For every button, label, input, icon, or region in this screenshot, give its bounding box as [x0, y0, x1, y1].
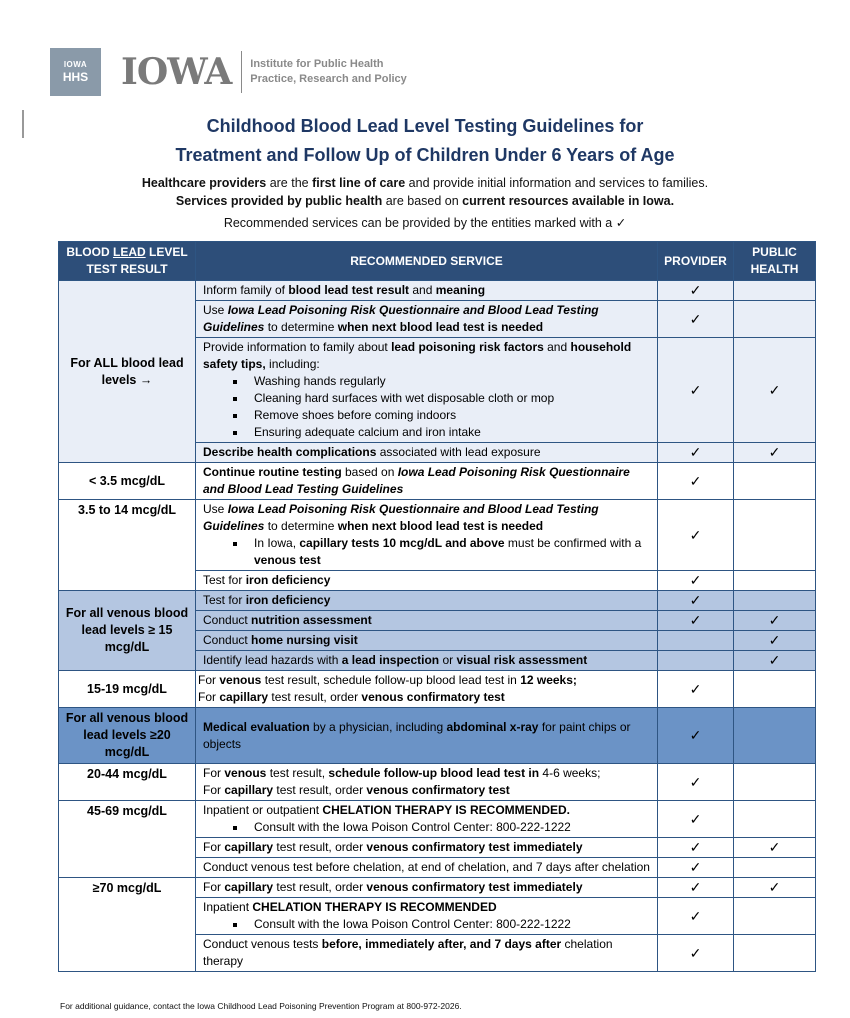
- service-cell: Inform family of blood lead test result and meaning: [196, 281, 658, 301]
- public-health-empty: [734, 801, 816, 838]
- header-recommended-service: RECOMMENDED SERVICE: [196, 242, 658, 281]
- header-public-health: PUBLIC HEALTH: [734, 242, 816, 281]
- provider-check: ✓: [658, 443, 734, 463]
- table-row: [59, 708, 816, 764]
- bullet-list: [243, 535, 650, 569]
- provider-check: ✓: [658, 898, 734, 935]
- level-cell: 3.5 to 14 mcg/dL: [59, 500, 196, 591]
- bullet-item: In Iowa, capillary tests 10 mcg/dL and above must be confirmed with a venous test: [243, 535, 650, 569]
- service-cell: Medical evaluation by a physician, including abdominal x-ray for paint chips or objects: [196, 708, 658, 764]
- service-cell: Inpatient CHELATION THERAPY IS RECOMMENDED Consult with the Iowa Poison Control Center: 800-222-1222: [196, 898, 658, 935]
- level-cell: ≥70 mcg/dL: [59, 878, 196, 972]
- provider-check: ✓: [658, 764, 734, 801]
- public-health-check: ✓: [734, 651, 816, 671]
- service-cell: Provide information to family about lead poisoning risk factors and household safety tips, including: Washing hands regularly Cleaning hard surfaces with wet disposable cloth or mop Remove shoes before coming indoors Ensuring adequate calcium and iron intake: [196, 338, 658, 443]
- provider-empty: [658, 631, 734, 651]
- bullet-item: Remove shoes before coming indoors: [243, 407, 650, 424]
- provider-check: ✓: [658, 858, 734, 878]
- provider-check: ✓: [658, 463, 734, 500]
- provider-check: ✓: [658, 500, 734, 571]
- service-cell: For venous test result, schedule follow-up blood lead test in 4-6 weeks; For capillary test result, order venous confirmatory test: [196, 764, 658, 801]
- level-cell: 15-19 mcg/dL: [59, 671, 196, 708]
- hhs-logo-line1: IOWA: [63, 60, 88, 69]
- service-cell: Use Iowa Lead Poisoning Risk Questionnaire and Blood Lead Testing Guidelines to determine when next blood lead test is needed: [196, 301, 658, 338]
- bullet-item: Consult with the Iowa Poison Control Center: 800-222-1222: [243, 916, 650, 933]
- public-health-check: ✓: [734, 838, 816, 858]
- page-title-line1: Childhood Blood Lead Level Testing Guidelines for: [206, 116, 644, 136]
- guidelines-table: [58, 241, 816, 972]
- provider-check: ✓: [658, 708, 734, 764]
- provider-check: ✓: [658, 801, 734, 838]
- institute-line2: Practice, Research and Policy: [250, 73, 407, 85]
- public-health-check: ✓: [734, 631, 816, 651]
- hhs-logo-line2: HHS: [62, 70, 89, 84]
- service-cell: Use Iowa Lead Poisoning Risk Questionnaire and Blood Lead Testing Guidelines to determine when next blood lead test is needed In Iowa, capillary tests 10 mcg/dL and above must be confirmed with a venous test: [196, 500, 658, 571]
- intro-text: and provide initial information and services to families.: [405, 176, 709, 190]
- public-health-empty: [734, 591, 816, 611]
- bullet-list: [243, 916, 650, 933]
- footer-note: For additional guidance, contact the Iowa Childhood Lead Poisoning Prevention Program at 800-972-2026.: [60, 1001, 462, 1011]
- header-provider: PROVIDER: [658, 242, 734, 281]
- service-cell: Test for iron deficiency: [196, 591, 658, 611]
- provider-check: ✓: [658, 671, 734, 708]
- public-health-empty: [734, 500, 816, 571]
- provider-check: ✓: [658, 571, 734, 591]
- public-health-empty: [734, 898, 816, 935]
- provider-empty: [658, 651, 734, 671]
- intro-bold: Healthcare providers: [141, 176, 267, 190]
- provider-check: ✓: [658, 281, 734, 301]
- level-cell: < 3.5 mcg/dL: [59, 463, 196, 500]
- public-health-empty: [734, 671, 816, 708]
- institute-line1: Institute for Public Health: [250, 58, 384, 70]
- provider-check: ✓: [658, 301, 734, 338]
- bullet-item: Ensuring adequate calcium and iron intake: [243, 424, 650, 441]
- bullet-list: [243, 373, 650, 441]
- table-row: [59, 764, 816, 801]
- public-health-empty: [734, 764, 816, 801]
- logo-divider: [241, 51, 242, 93]
- institute-name: [250, 57, 407, 87]
- iowa-hhs-logo: [50, 48, 101, 96]
- public-health-empty: [734, 281, 816, 301]
- service-cell: Conduct venous test before chelation, at end of chelation, and 7 days after chelation: [196, 858, 658, 878]
- intro-line2: [0, 194, 850, 208]
- intro-bold: first line of care: [312, 176, 406, 190]
- page-title-line2: Treatment and Follow Up of Children Under 6 Years of Age: [175, 145, 675, 165]
- table-row: [59, 281, 816, 301]
- public-health-check: ✓: [734, 338, 816, 443]
- service-cell: Conduct nutrition assessment: [196, 611, 658, 631]
- table-row: [59, 500, 816, 571]
- table-row: [59, 463, 816, 500]
- provider-check: ✓: [658, 838, 734, 858]
- provider-check: ✓: [658, 611, 734, 631]
- provider-check: ✓: [658, 591, 734, 611]
- public-health-check: ✓: [734, 443, 816, 463]
- service-cell: Describe health complications associated with lead exposure: [196, 443, 658, 463]
- intro-text: are the: [266, 176, 313, 190]
- level-cell: 20-44 mcg/dL: [59, 764, 196, 801]
- service-cell: Conduct home nursing visit: [196, 631, 658, 651]
- public-health-empty: [734, 935, 816, 972]
- header-test-result: BLOOD LEAD LEVEL TEST RESULT: [59, 242, 196, 281]
- intro-bold: Services provided by public health: [175, 194, 383, 208]
- provider-check: ✓: [658, 338, 734, 443]
- provider-check: ✓: [658, 878, 734, 898]
- intro-text: are based on: [382, 194, 463, 208]
- level-cell: For all venous blood lead levels ≥20 mcg/dL: [59, 708, 196, 764]
- table-row: [59, 671, 816, 708]
- level-cell: For ALL blood lead levels →: [59, 281, 196, 463]
- service-cell: Test for iron deficiency: [196, 571, 658, 591]
- bullet-item: Washing hands regularly: [243, 373, 650, 390]
- table-row: [59, 878, 816, 898]
- level-cell: For all venous blood lead levels ≥ 15 mcg/dL: [59, 591, 196, 671]
- service-cell: Continue routine testing based on Iowa Lead Poisoning Risk Questionnaire and Blood Lead Testing Guidelines: [196, 463, 658, 500]
- iowa-wordmark: IOWA: [121, 51, 232, 93]
- intro-line3: Recommended services can be provided by the entities marked with a ✓: [223, 216, 627, 230]
- intro-bold: current resources available in Iowa.: [462, 194, 675, 208]
- service-cell: For capillary test result, order venous confirmatory test immediately: [196, 838, 658, 858]
- service-cell: For venous test result, schedule follow-up blood lead test in 12 weeks; For capillary test result, order venous confirmatory test: [196, 671, 658, 708]
- public-health-check: ✓: [734, 878, 816, 898]
- logo-header: [50, 48, 407, 96]
- service-cell: Inpatient or outpatient CHELATION THERAPY IS RECOMMENDED. Consult with the Iowa Poison Control Center: 800-222-1222: [196, 801, 658, 838]
- service-cell: Identify lead hazards with a lead inspection or visual risk assessment: [196, 651, 658, 671]
- bullet-item: Consult with the Iowa Poison Control Center: 800-222-1222: [243, 819, 650, 836]
- table-row: [59, 591, 816, 611]
- bullet-list: [243, 819, 650, 836]
- service-cell: For capillary test result, order venous confirmatory test immediately: [196, 878, 658, 898]
- intro-line1: [0, 176, 850, 190]
- table-row: [59, 801, 816, 838]
- table-header-row: [59, 242, 816, 281]
- public-health-empty: [734, 571, 816, 591]
- public-health-empty: [734, 301, 816, 338]
- level-cell: 45-69 mcg/dL: [59, 801, 196, 878]
- public-health-check: ✓: [734, 611, 816, 631]
- public-health-empty: [734, 708, 816, 764]
- provider-check: ✓: [658, 935, 734, 972]
- service-cell: Conduct venous tests before, immediately after, and 7 days after chelation therapy: [196, 935, 658, 972]
- public-health-empty: [734, 858, 816, 878]
- bullet-item: Cleaning hard surfaces with wet disposable cloth or mop: [243, 390, 650, 407]
- public-health-empty: [734, 463, 816, 500]
